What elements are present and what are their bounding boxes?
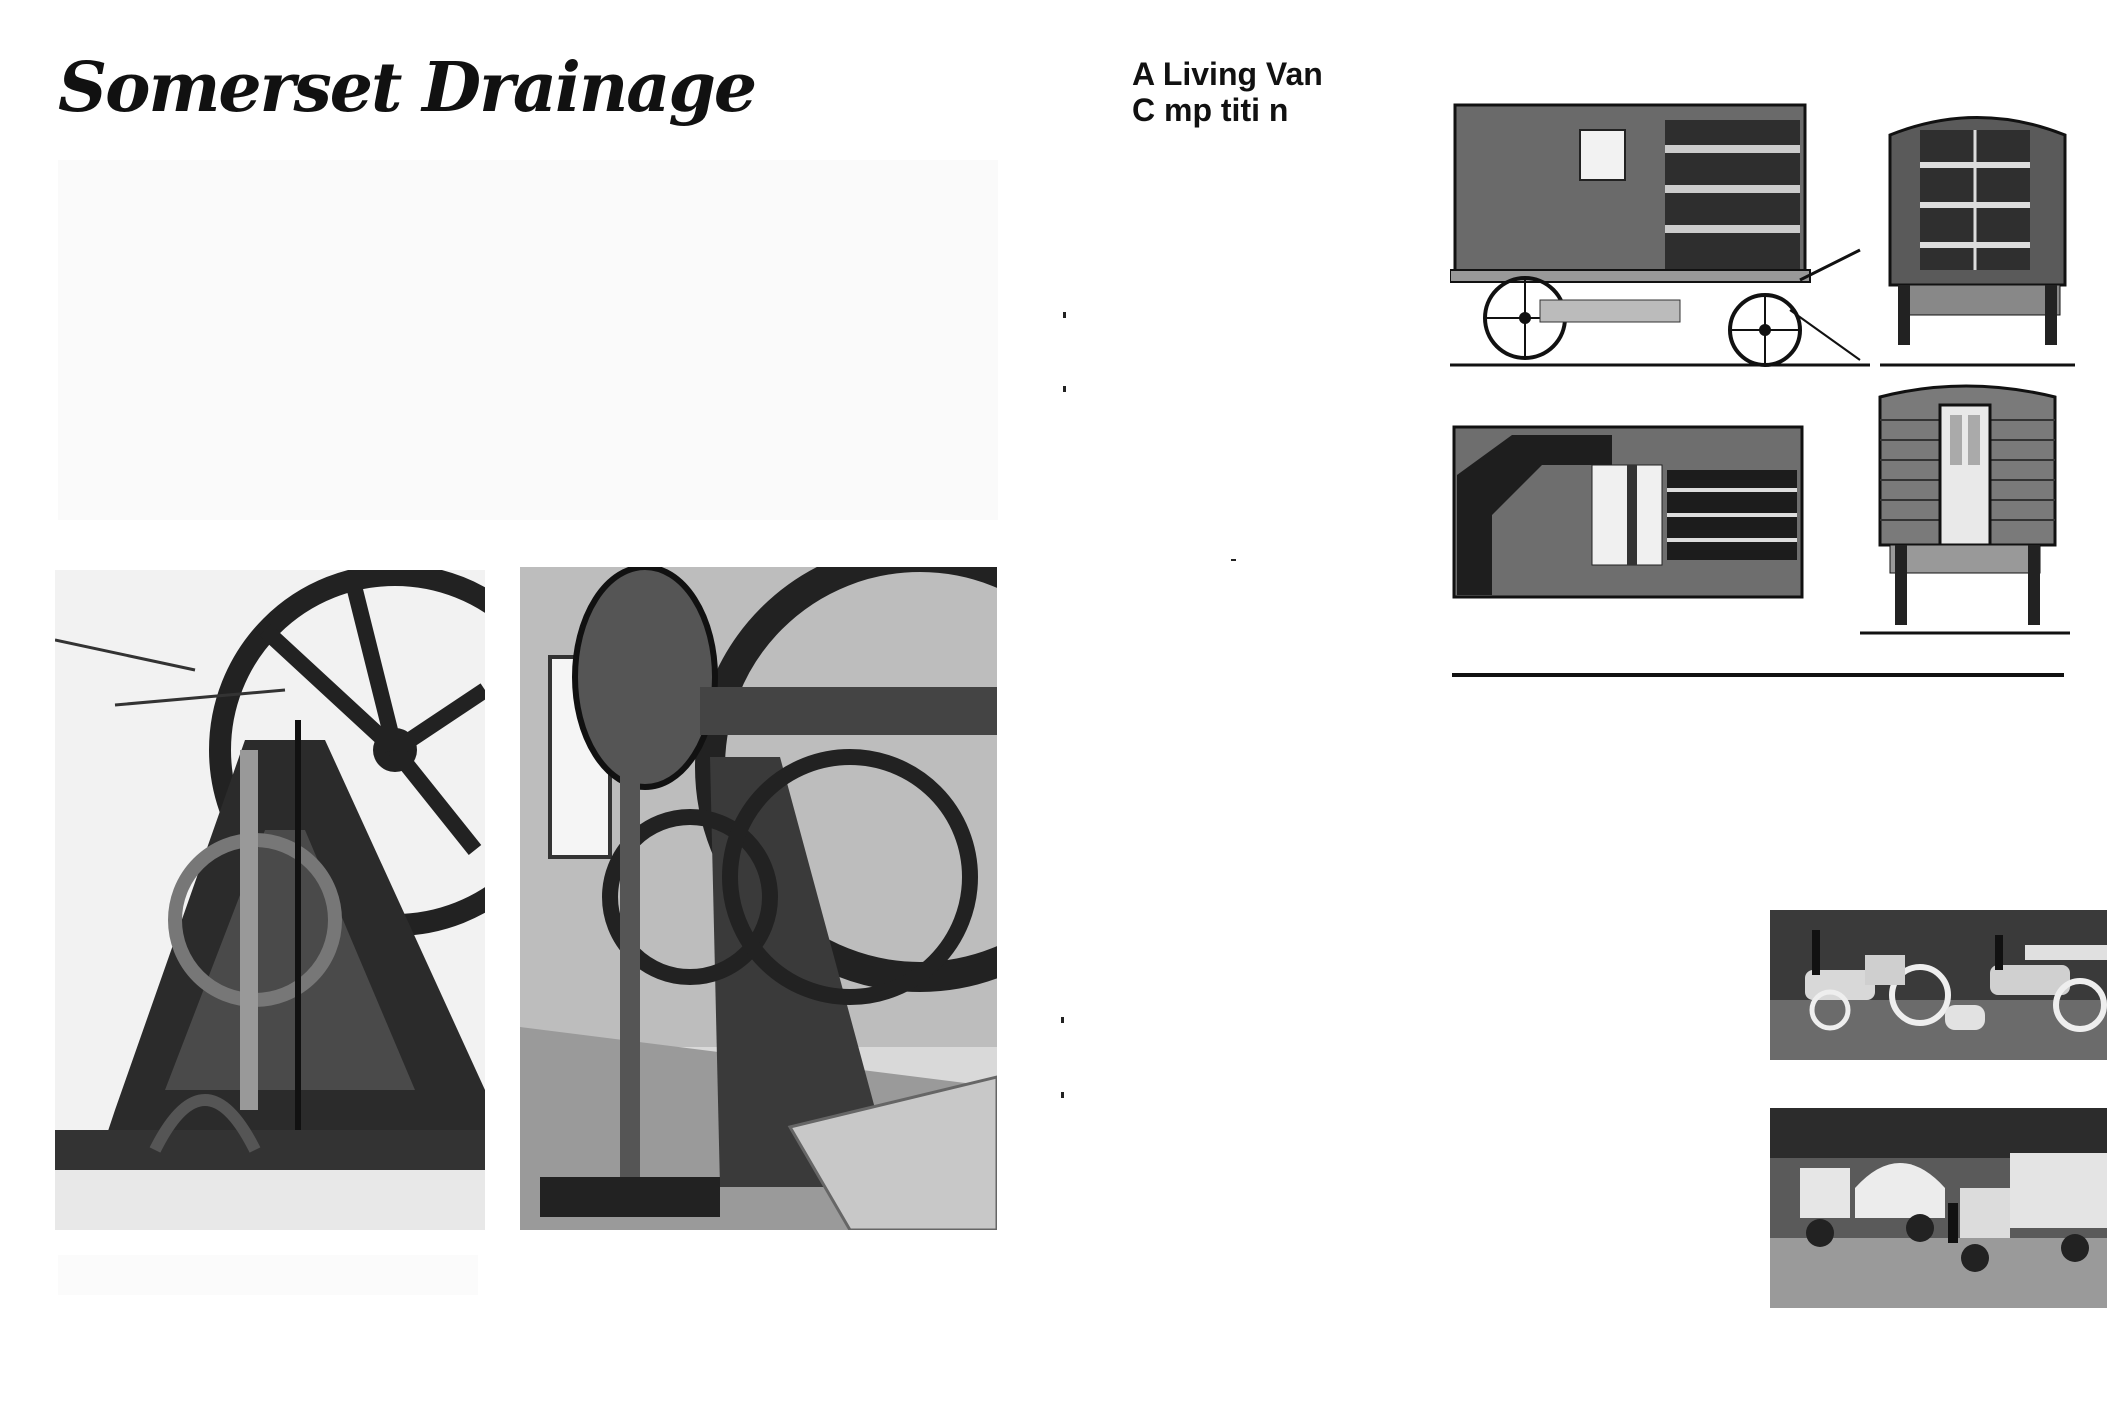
faded-body-text xyxy=(58,160,998,520)
faded-caption xyxy=(58,1255,478,1295)
heading-line-2: C mp titi n xyxy=(1132,92,1289,128)
gutter-mark xyxy=(1061,1092,1064,1098)
engine-photo-right xyxy=(520,567,997,1230)
van-side-section-drawing xyxy=(1450,100,1870,390)
gutter-mark xyxy=(1063,386,1066,392)
model-traction-engines-photo xyxy=(1770,910,2107,1060)
steam-wagons-svg xyxy=(1770,1108,2107,1308)
traction-engines-svg xyxy=(1770,910,2107,1060)
engine-illustration xyxy=(55,570,485,1230)
van-end-section-drawing xyxy=(1880,105,2075,370)
van-plan-drawing xyxy=(1452,425,1804,600)
van-end-elevation-svg xyxy=(1860,375,2070,640)
heading-line-1: A Living Van xyxy=(1132,56,1323,92)
van-end-section-svg xyxy=(1880,105,2075,370)
engine-photo-left xyxy=(55,570,485,1230)
gutter-mark xyxy=(1063,312,1066,318)
van-side-section-svg xyxy=(1450,100,1870,390)
gutter-mark xyxy=(1061,1017,1064,1023)
van-end-elevation-drawing xyxy=(1860,375,2070,640)
engine-illustration-2 xyxy=(520,567,997,1230)
article-title: Somerset Drainage xyxy=(58,48,756,128)
article-heading xyxy=(1132,56,1323,128)
gutter-mark xyxy=(1231,559,1236,561)
van-plan-svg xyxy=(1452,425,1804,600)
section-divider xyxy=(1452,673,2064,677)
model-steam-wagons-photo xyxy=(1770,1108,2107,1308)
